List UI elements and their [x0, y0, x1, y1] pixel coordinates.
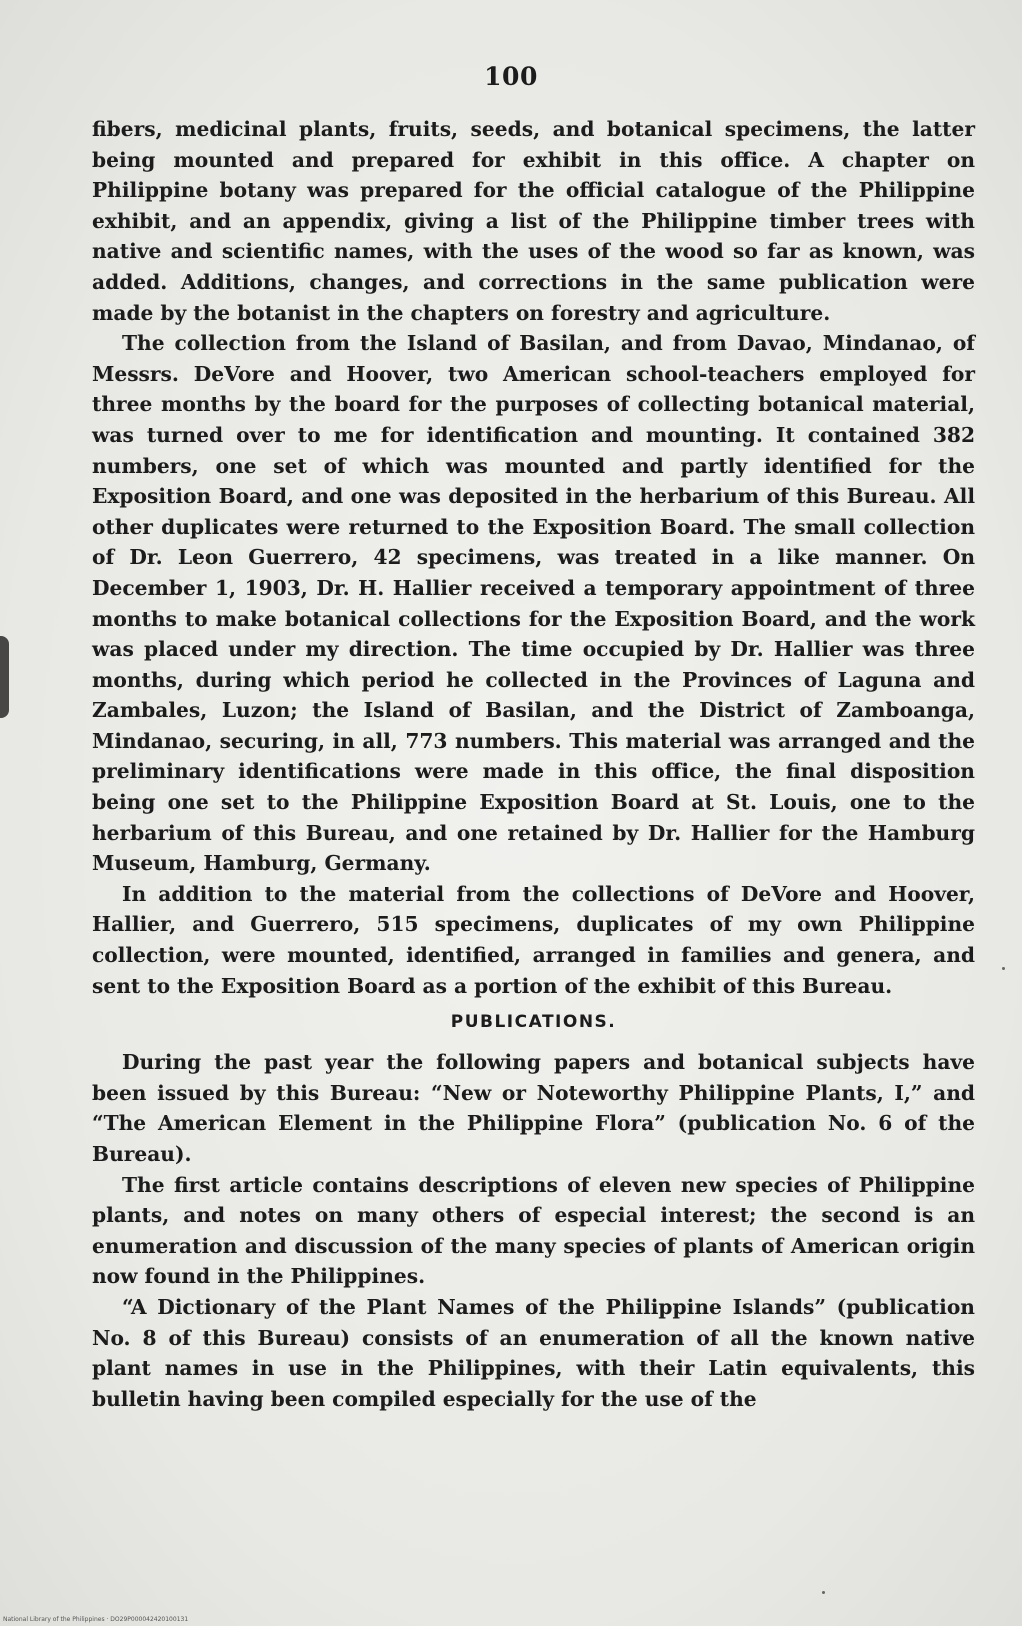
paragraph-dictionary: “A Dictionary of the Plant Names of the Philippine Islands” (publication No. 8 of this Bureau) consists of an enumeration of all the known native plant names in use in the Philippines, with their Latin equivalents, this bulletin having been compiled especially for the use of the — [92, 1294, 975, 1411]
scan-footer-note: National Library of the Philippines · DO29P000042420100131 — [3, 1616, 189, 1623]
section-heading-publications: PUBLICATIONS. — [450, 1012, 617, 1033]
paragraph-first-article: The first article contains descriptions of eleven new species of Philippine plants, and notes on many others of especial interest; the second is an enumeration and discussion of the many species of plants of American origin now found in the Philippines. — [92, 1172, 975, 1289]
paragraph-basilan-collection: The collection from the Island of Basilan, and from Davao, Mindanao, of Messrs. DeVore and Hoover, two American school-teachers employed for three months by the board for the purposes of collecting botanical material, was turned over to me for identification and mounting. It contained 382 numbers, one set of which was mounted and partly identified for the Exposition Board, and one was deposited in the herbarium of this Bureau. All other duplicates were returned to the Exposition Board. The small collection of Dr. Leon Guerrero, 42 specimens, was treated in a like manner. On December 1, 1903, Dr. H. Hallier received a temporary appointment of three months to make botanical collections for the Exposition Board, and the work was placed under my direction. The time occupied by Dr. Hallier was three months, during which period he collected in the Provinces of Laguna and Zambales, Luzon; the Island of Basilan, and the District of Zamboanga, Mindanao, securing, in all, 773 numbers. This material was arranged and the preliminary identifications were made in this office, the final disposition being one set to the Philippine Exposition Board at St. Louis, one to the herbarium of this Bureau, and one retained by Dr. Hallier for the Hamburg Museum, Hamburg, Germany. — [92, 331, 975, 876]
paragraph-continuation: fibers, medicinal plants, fruits, seeds, and botanical specimens, the latter being mounted and prepared for exhibit in this office. A chapter on Philippine botany was prepared for the official catalogue of the Philippine exhibit, and an appendix, giving a list of the Philippine timber trees with native and scientific names, with the uses of the wood so far as known, was added. Additions, changes, and corrections in the same publication were made by the botanist in the chapters on forestry and agriculture. — [92, 117, 975, 325]
paragraph-additional-material: In addition to the material from the collections of DeVore and Hoover, Hallier, and Guerrero, 515 specimens, duplicates of my own Philippine collection, were mounted, identified, arranged in families and genera, and sent to the Exposition Board as a portion of the exhibit of this Bureau. — [92, 881, 975, 998]
page-number: 100 — [484, 62, 538, 91]
body-text — [92, 114, 975, 1414]
paragraph-publications-issued: During the past year the following papers and botanical subjects have been issued by this Bureau: “New or Noteworthy Philippine Plants, I,” and “The American Element in the Philippine Flora” (publication No. 6 of the Bureau). — [92, 1050, 975, 1166]
scan-speck — [1002, 967, 1005, 970]
scan-speck — [822, 1591, 825, 1594]
scan-edge-mark — [0, 636, 9, 718]
